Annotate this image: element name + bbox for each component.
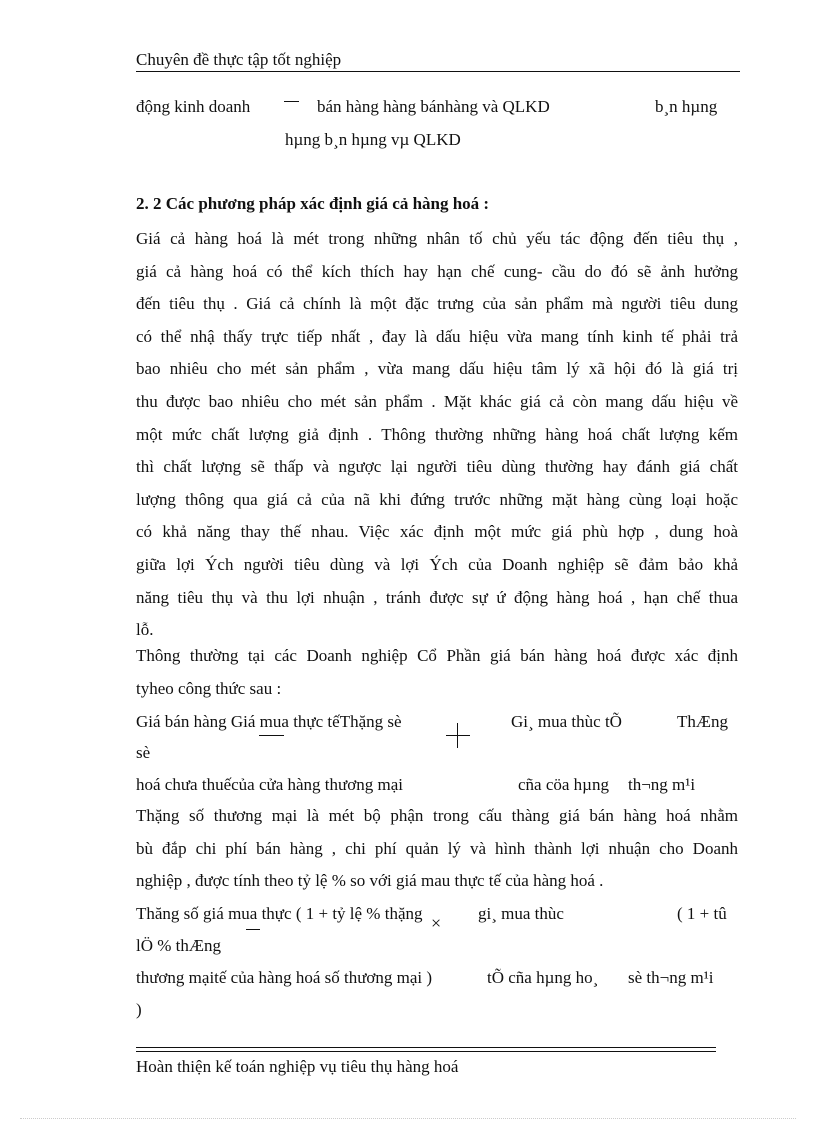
paragraph-line: thu được bao nhiêu cho mét sản phẩm . Mặt khác giá cả còn mang dấu hiệu về bbox=[136, 391, 738, 411]
formula2-mid: gi¸ mua thùc bbox=[478, 904, 564, 923]
paragraph-line: nghiệp , được tính theo tỷ lệ % so với giá mau thực tế của hàng hoá . bbox=[136, 871, 604, 891]
formula1-row2-mid: cña cöa hµng bbox=[518, 775, 609, 794]
formula-fragment-mid: bán hàng hàng bánhàng và QLKD bbox=[317, 97, 550, 116]
paragraph-formula-intro bbox=[136, 640, 738, 705]
paragraph-line: lỗ. bbox=[136, 620, 154, 640]
formula2-wrap: lÖ % thÆng bbox=[136, 936, 221, 955]
paragraph-line: Thông thường tại các Doanh nghiệp Cổ Phần giá bán hàng hoá được xác định bbox=[136, 646, 738, 665]
footer-rule bbox=[136, 1047, 716, 1048]
paragraph-line: có khả năng thay thế nhau. Việc xác định một mức giá phù hợp , dung hoà bbox=[136, 522, 738, 542]
formula2-right: ( 1 + tû bbox=[677, 904, 727, 923]
paragraph-line: năng tiêu thụ và thu lợi nhuận , tránh được sự ứ động hàng hoá , hạn chế thua bbox=[136, 587, 738, 607]
formula2-row2-mid: tÕ cña hµng ho¸ bbox=[487, 968, 599, 987]
header-rule bbox=[136, 71, 740, 72]
page-header: Chuyên đề thực tập tốt nghiệp bbox=[136, 50, 342, 69]
page-footer: Hoàn thiện kế toán nghiệp vụ tiêu thụ hàng hoá bbox=[136, 1057, 459, 1076]
paragraph-line: có thể nhậ thấy trực tiếp nhất , đay là dấu hiệu vừa mang tính kinh tế phải trả bbox=[136, 326, 738, 346]
formula1-left: Giá bán hàng Giá mua thực tếThặng sè bbox=[136, 712, 402, 731]
formula1-right-b: ThÆng bbox=[677, 712, 728, 731]
paragraph-line: bù đắp chi phí bán hàng , chi phí quản lý và hình thành lợi nhuận cho Doanh bbox=[136, 838, 738, 858]
paragraph-margin-definition bbox=[136, 800, 738, 898]
minus-sign bbox=[246, 929, 260, 930]
formula2-row2-right: sè th¬ng m¹i bbox=[628, 968, 714, 987]
section-heading: 2. 2 Các phương pháp xác định giá cả hàng hoá : bbox=[136, 194, 490, 213]
formula1-wrap: sè bbox=[136, 743, 151, 762]
paragraph-line: bao nhiêu cho mét sản phẩm , vừa mang dấu hiệu tâm lý xã hội đó là giá trị bbox=[136, 359, 738, 379]
paragraph-line: tyheo công thức sau : bbox=[136, 678, 282, 698]
times-sign: × bbox=[431, 913, 442, 933]
formula1-right-a: Gi¸ mua thùc tÕ bbox=[511, 712, 622, 731]
formula2-left: Thăng số giá mua thực ( 1 + tỷ lệ % thặng bbox=[136, 904, 423, 923]
paragraph-line: lượng thông qua giá cả của nã khi đứng trước những mặt hàng cùng loại hoặc bbox=[136, 489, 738, 509]
formula-fragment-right: b¸n hµng bbox=[655, 97, 718, 116]
plus-sign-vertical bbox=[457, 723, 458, 748]
paragraph-price-role bbox=[136, 223, 738, 647]
plus-sign-horizontal bbox=[446, 735, 470, 736]
paragraph-line: Thặng số thương mại là mét bộ phận trong cấu thàng giá bán hàng hoá nhằm bbox=[136, 806, 738, 825]
formula1-row2-right: th¬ng m¹i bbox=[628, 775, 696, 794]
paragraph-line: Giá cả hàng hoá là mét trong những nhân tố chủ yếu tác động đến tiêu thụ , bbox=[136, 229, 738, 248]
paragraph-line: giữa lợi Ých người tiêu dùng và lợi Ých của Doanh nghiệp sẽ đảm bảo khả bbox=[136, 554, 738, 574]
minus-sign bbox=[259, 735, 284, 736]
minus-sign bbox=[284, 101, 299, 102]
formula-fragment-row2: hµng b¸n hµng vµ QLKD bbox=[285, 130, 461, 149]
footer-rule bbox=[136, 1051, 716, 1052]
formula2-row2-left: thương mạitế của hàng hoá số thương mại ) bbox=[136, 968, 433, 987]
paragraph-line: một mức chất lượng giả định . Thông thường những hàng hoá chất lượng kếm bbox=[136, 424, 738, 444]
paragraph-line: đến tiêu thụ . Giá cả chính là một đặc trưng của sản phẩm mà người tiêu dung bbox=[136, 294, 738, 314]
paragraph-line: giá cả hàng hoá có thể kích thích hay hạn chế cung- cầu do đó sẽ ảnh hưởng bbox=[136, 261, 738, 281]
paragraph-line: thì chất lượng sẽ thấp và ngược lại người tiêu dùng thường hay đánh giá chất bbox=[136, 457, 738, 477]
formula2-close: ) bbox=[136, 1000, 142, 1019]
formula-fragment-left: động kinh doanh bbox=[136, 97, 251, 116]
page-edge-dotted-line bbox=[20, 1118, 796, 1119]
formula1-row2-left: hoá chưa thuếcủa cửa hàng thương mại bbox=[136, 775, 403, 794]
